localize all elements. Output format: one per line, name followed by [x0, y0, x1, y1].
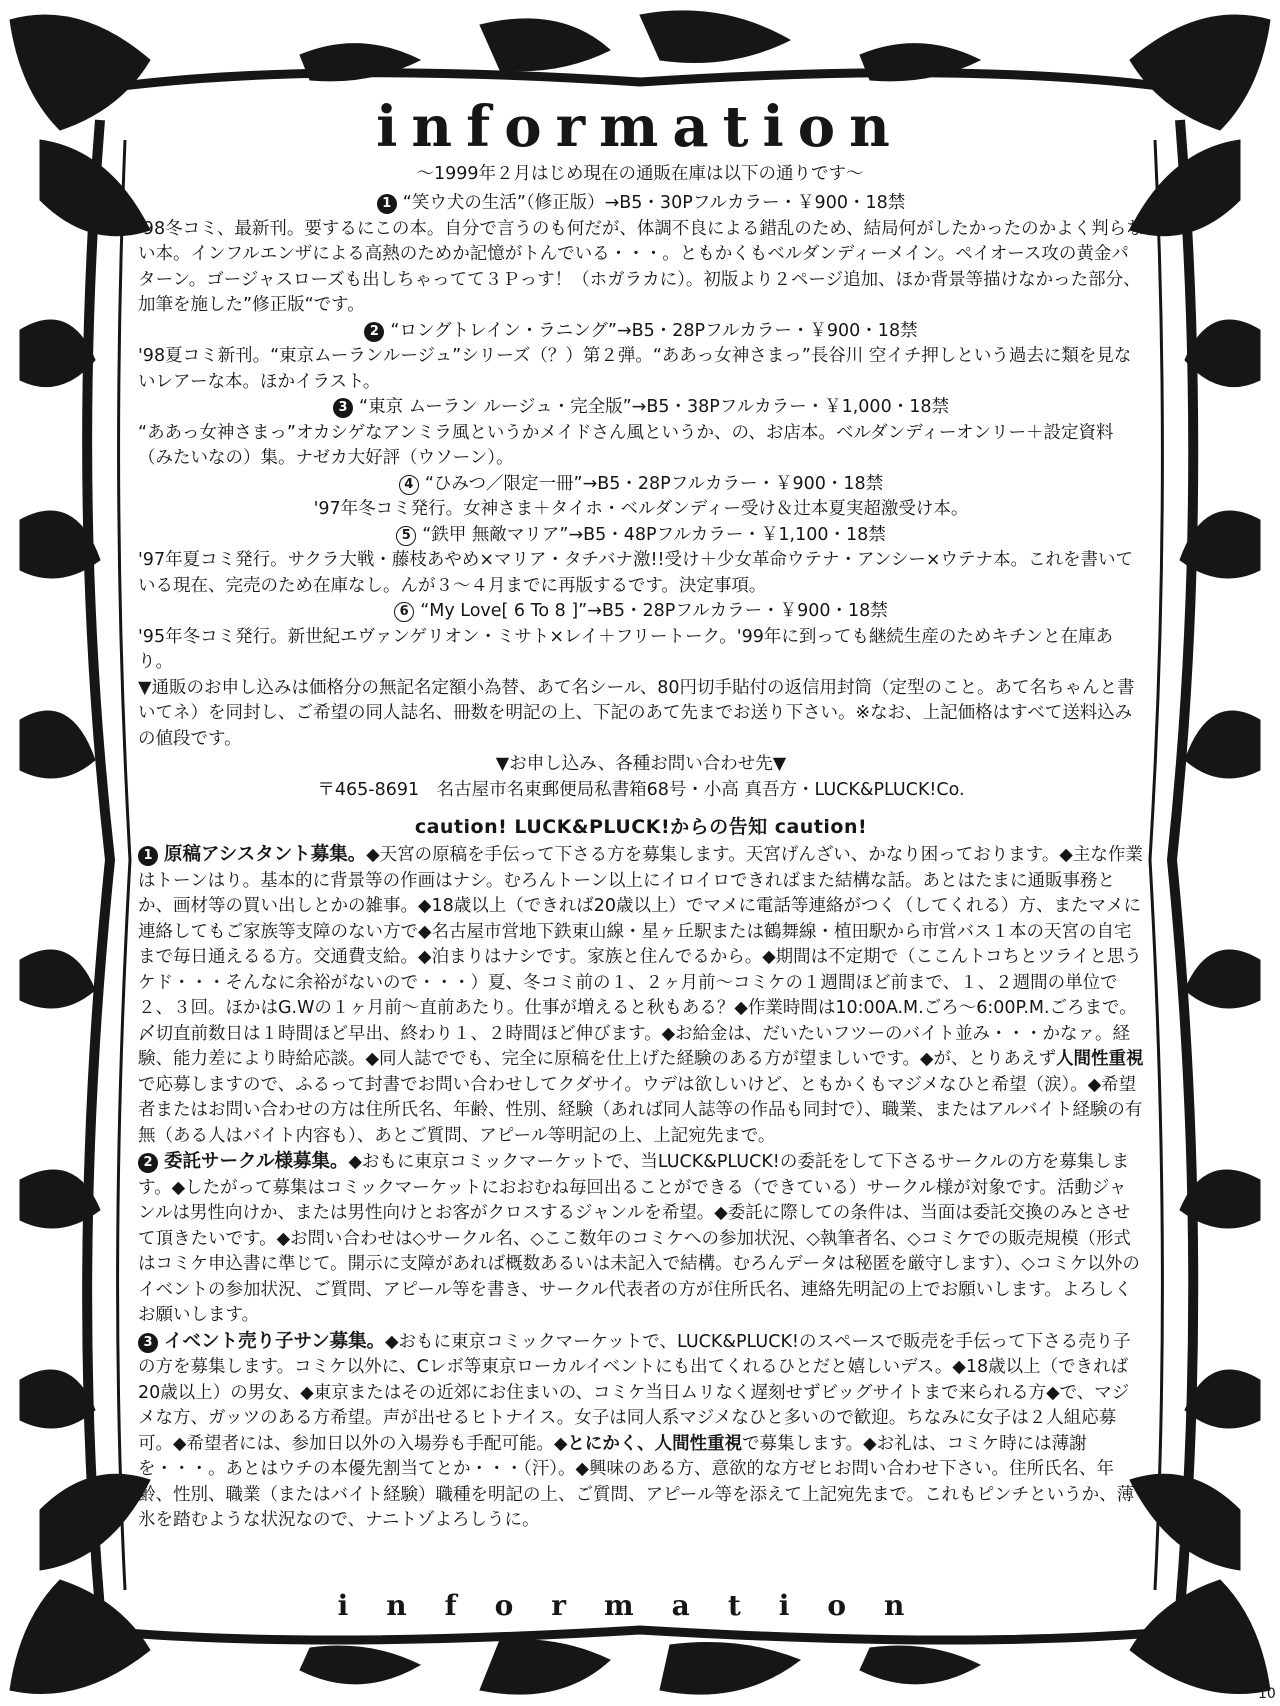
section-body: で募集します。◆お礼は、コミケ時には薄謝を・・・。あとはウチの本優先割当てとか・・・（汗）。◆興味のある方、意欲的な方ゼヒお問い合わせ下さい。住所氏名、年齢、性別、職業（またはバイト経験）職種を明記の上、ご質問、アピール等を添えて上記宛先まで。これもピンチというか、薄氷を踏むような状況なので、ナニトゾよろしうに。	[138, 1433, 1135, 1530]
item-body: '97年冬コミ発行。女神さま＋タイホ・ベルダンディー受け＆辻本夏実超激受け本。	[313, 499, 969, 519]
item-number-badge: 6	[394, 602, 414, 622]
stock-list	[138, 191, 1144, 803]
caution-section	[138, 812, 1144, 1534]
caution-title: caution! LUCK&PLUCK!からの告知 caution!	[414, 816, 868, 838]
item-number-badge: 4	[399, 475, 419, 495]
section-body: ◆おもに東京コミックマーケットで、LUCK&PLUCK!のスペースで販売を手伝って下さる売り子の方を募集します。コミケ以外に、Cレボ等東京ローカルイベントにも出てくれるひとだと嬉しいデス。◆18歳以上（できれば20歳以上）の男女、◆東京またはその近郊にお住まいの、コミケ当日ムリなく遅刻せずビッグサイトまで来られる方◆で、マジメな方、ガッツのある方希望。声が出せるヒトナイス。女子は同人系マジメなひと多いので歓迎。ちなみに女子は２人組応募可。◆希望者には、参加日以外の入場券も手配可能。◆	[138, 1331, 1131, 1454]
item-body: '98夏コミ新刊。“東京ムーランルージュ”シリーズ（？）第２弾。“ああっ女神さまっ”長谷川 空イチ押しという過去に類を見ないレアーな本。ほかイラスト。	[138, 346, 1132, 392]
contact-heading: ▼お申し込み、各種お問い合わせ先▼	[495, 754, 787, 774]
stock-item	[138, 395, 1144, 472]
item-head: “ロングトレイン・ラニング”→B5・28Pフルカラー・￥900・18禁	[390, 320, 918, 341]
stock-item	[138, 191, 1144, 319]
section-emphasis: とにかく、人間性重視	[567, 1433, 743, 1454]
item-head: “ひみつ／限定一冊”→B5・28Pフルカラー・￥900・18禁	[424, 473, 884, 494]
section-title: 委託サークル様募集。	[164, 1151, 349, 1172]
mailing-address: 〒465-8691 名古屋市名東郵便局私書箱68号・小高 真吾方・LUCK&PLUCK!Co.	[317, 779, 965, 800]
item-head: “鉄甲 無敵マリア”→B5・48Pフルカラー・￥1,100・18禁	[422, 524, 886, 545]
section-number-badge: 2	[138, 1153, 158, 1173]
order-note: ▼通販のお申し込みは価格分の無記名定額小為替、あて名シール、80円切手貼付の返信用封筒（定型のこと。あて名ちゃんと書いてネ）を同封し、ご希望の同人誌名、冊数を明記の上、下記のあて先までお送り下さい。※なお、上記価格はすべて送料込みの値段です。	[138, 677, 1135, 749]
item-head: “My Love[ 6 To 8 ]”→B5・28Pフルカラー・￥900・18禁	[420, 601, 888, 621]
stock-item	[138, 472, 1144, 523]
item-number-badge: 1	[377, 194, 397, 214]
recruit-section	[138, 1149, 1144, 1329]
item-head: “東京 ムーラン ルージュ・完全版”→B5・38Pフルカラー・￥1,000・18禁	[359, 397, 949, 417]
section-body: ◆おもに東京コミックマーケットで、当LUCK&PLUCK!の委託をして下さるサークルの方を募集します。◆したがって募集はコミックマーケットにおおむね毎回出ることができる（できている）サークル様が対象です。活動ジャンルは男性向けか、または男性向けとお客がクロスするジャンルを希望。◆委託に際しての条件は、当面は委託交換のみとさせて頂きたいです。◆お問い合わせは◇サークル名、◇ここ数年のコミケへの参加状況、◇執筆者名、◇コミケでの販売規模（形式はコミケ申込書に準じて。開示に支障があれば概数あるいは未記入で結構。むろんデータは秘匿を厳守します）、◇コミケ以外のイベントの参加状況、ご質問、アピール等を書き、サークル代表者の方が住所氏名、連絡先明記の上でお願いします。よろしくお願いします。	[138, 1152, 1140, 1325]
item-number-badge: 5	[396, 526, 416, 546]
page-title: information	[376, 94, 904, 160]
page-number: 10	[1258, 1686, 1276, 1702]
item-body: '95年冬コミ発行。新世紀エヴァンゲリオン・ミサト×レイ＋フリートーク。'99年に到っても継続生産のためキチンと在庫あり。	[138, 626, 1113, 672]
section-body: ◆天宮の原稿を手伝って下さる方を募集します。天宮げんざい、かなり困っております。◆主な作業はトーンはり。基本的に背景等の作画はナシ。むろんトーン以上にイロイロできればまた結構な話。あとはたまに通販事務とか、画材等の買い出しとかの雑事。◆18歳以上（できれば20歳以上）でマメに電話等連絡がつく（してくれる）方、またマメに連絡してもご家族等支障のない方で◆名古屋市営地下鉄東山線・星ヶ丘駅または鶴舞線・植田駅から市営バス１本の天宮の自宅まで毎日通えるる方。交通費支給。◆泊まりはナシです。家族と住んでるから。◆期間は不定期で（ここんトコちとツライと思うケド・・・そんなに余裕がないので・・・）夏、冬コミ前の１、２ヶ月前〜コミケの１週間ほど前まで、１、２週間の単位で２、３回。ほかはG.Wの１ヶ月前〜直前あたり。仕事が増えると秋もある？◆作業時間は10:00A.M.ごろ〜6:00P.M.ごろまで。〆切直前数日は１時間ほど早出、終わり１、２時間ほど伸びます。◆お給金は、だいたいフツーのバイト並み・・・かなァ。経験、能力差により時給応談。◆同人誌ででも、完全に原稿を仕上げた経験のある方が望ましいです。◆が、とりあえず	[138, 845, 1143, 1069]
item-number-badge: 2	[364, 322, 384, 342]
recruit-section	[138, 842, 1144, 1149]
footer-wordmark: information	[337, 1589, 943, 1622]
item-head: “笑ウ犬の生活”（修正版）→B5・30Pフルカラー・￥900・18禁	[402, 193, 906, 213]
stock-item	[138, 319, 1144, 396]
stock-item	[138, 523, 1144, 600]
stock-subtitle: 〜1999年２月はじめ現在の通販在庫は以下の通りです〜	[416, 164, 864, 184]
section-body: で応募しますので、ふるって封書でお問い合わせしてクダサイ。ウデは欲しいけど、ともかくもマジメなひと希望（涙）。◆希望者またはお問い合わせの方は住所氏名、年齢、性別、経験（あれば同人誌等の作品も同封で）、職業、またはアルバイト経験の有無（ある人はバイト内容も）、あとご質問、アピール等明記の上、上記宛先まで。	[138, 1074, 1143, 1146]
item-body: '97年夏コミ発行。サクラ大戦・藤枝あやめ×マリア・タチバナ激!!受け＋少女革命ウテナ・アンシー×ウテナ本。これを書いている現在、完売のため在庫なし。んが３〜４月までに再版するです。決定事項。	[138, 550, 1134, 596]
item-number-badge: 3	[333, 398, 353, 418]
section-number-badge: 1	[138, 846, 158, 866]
item-body: “ああっ女神さまっ”オカシゲなアンミラ風というかメイドさん風というか、の、お店本。ベルダンディーオンリー＋設定資料（みたいなの）集。ナゼカ大好評（ウソーン）。	[138, 422, 1114, 468]
recruit-section	[138, 1329, 1144, 1534]
item-body: '98冬コミ、最新刊。要するにこの本。自分で言うのも何だが、体調不良による錯乱のため、結局何がしたかったのかよく判らない本。インフルエンザによる高熱のためか記憶がトんでいる・・・。ともかくもベルダンディーメイン。ペイオース攻の黄金パターン。ゴージャスローズも出しちゃってて３Ｐっす！（ホガラカに）。初版より２ページ追加、ほか背景等描けなかった部分、加筆を施した”修正版“です。	[138, 218, 1144, 315]
section-title: イベント売り子サン募集。	[164, 1330, 386, 1352]
section-number-badge: 3	[138, 1333, 158, 1353]
stock-item	[138, 599, 1144, 676]
section-title: 原稿アシスタント募集。	[164, 844, 367, 865]
section-emphasis: 人間性重視	[1056, 1049, 1144, 1069]
